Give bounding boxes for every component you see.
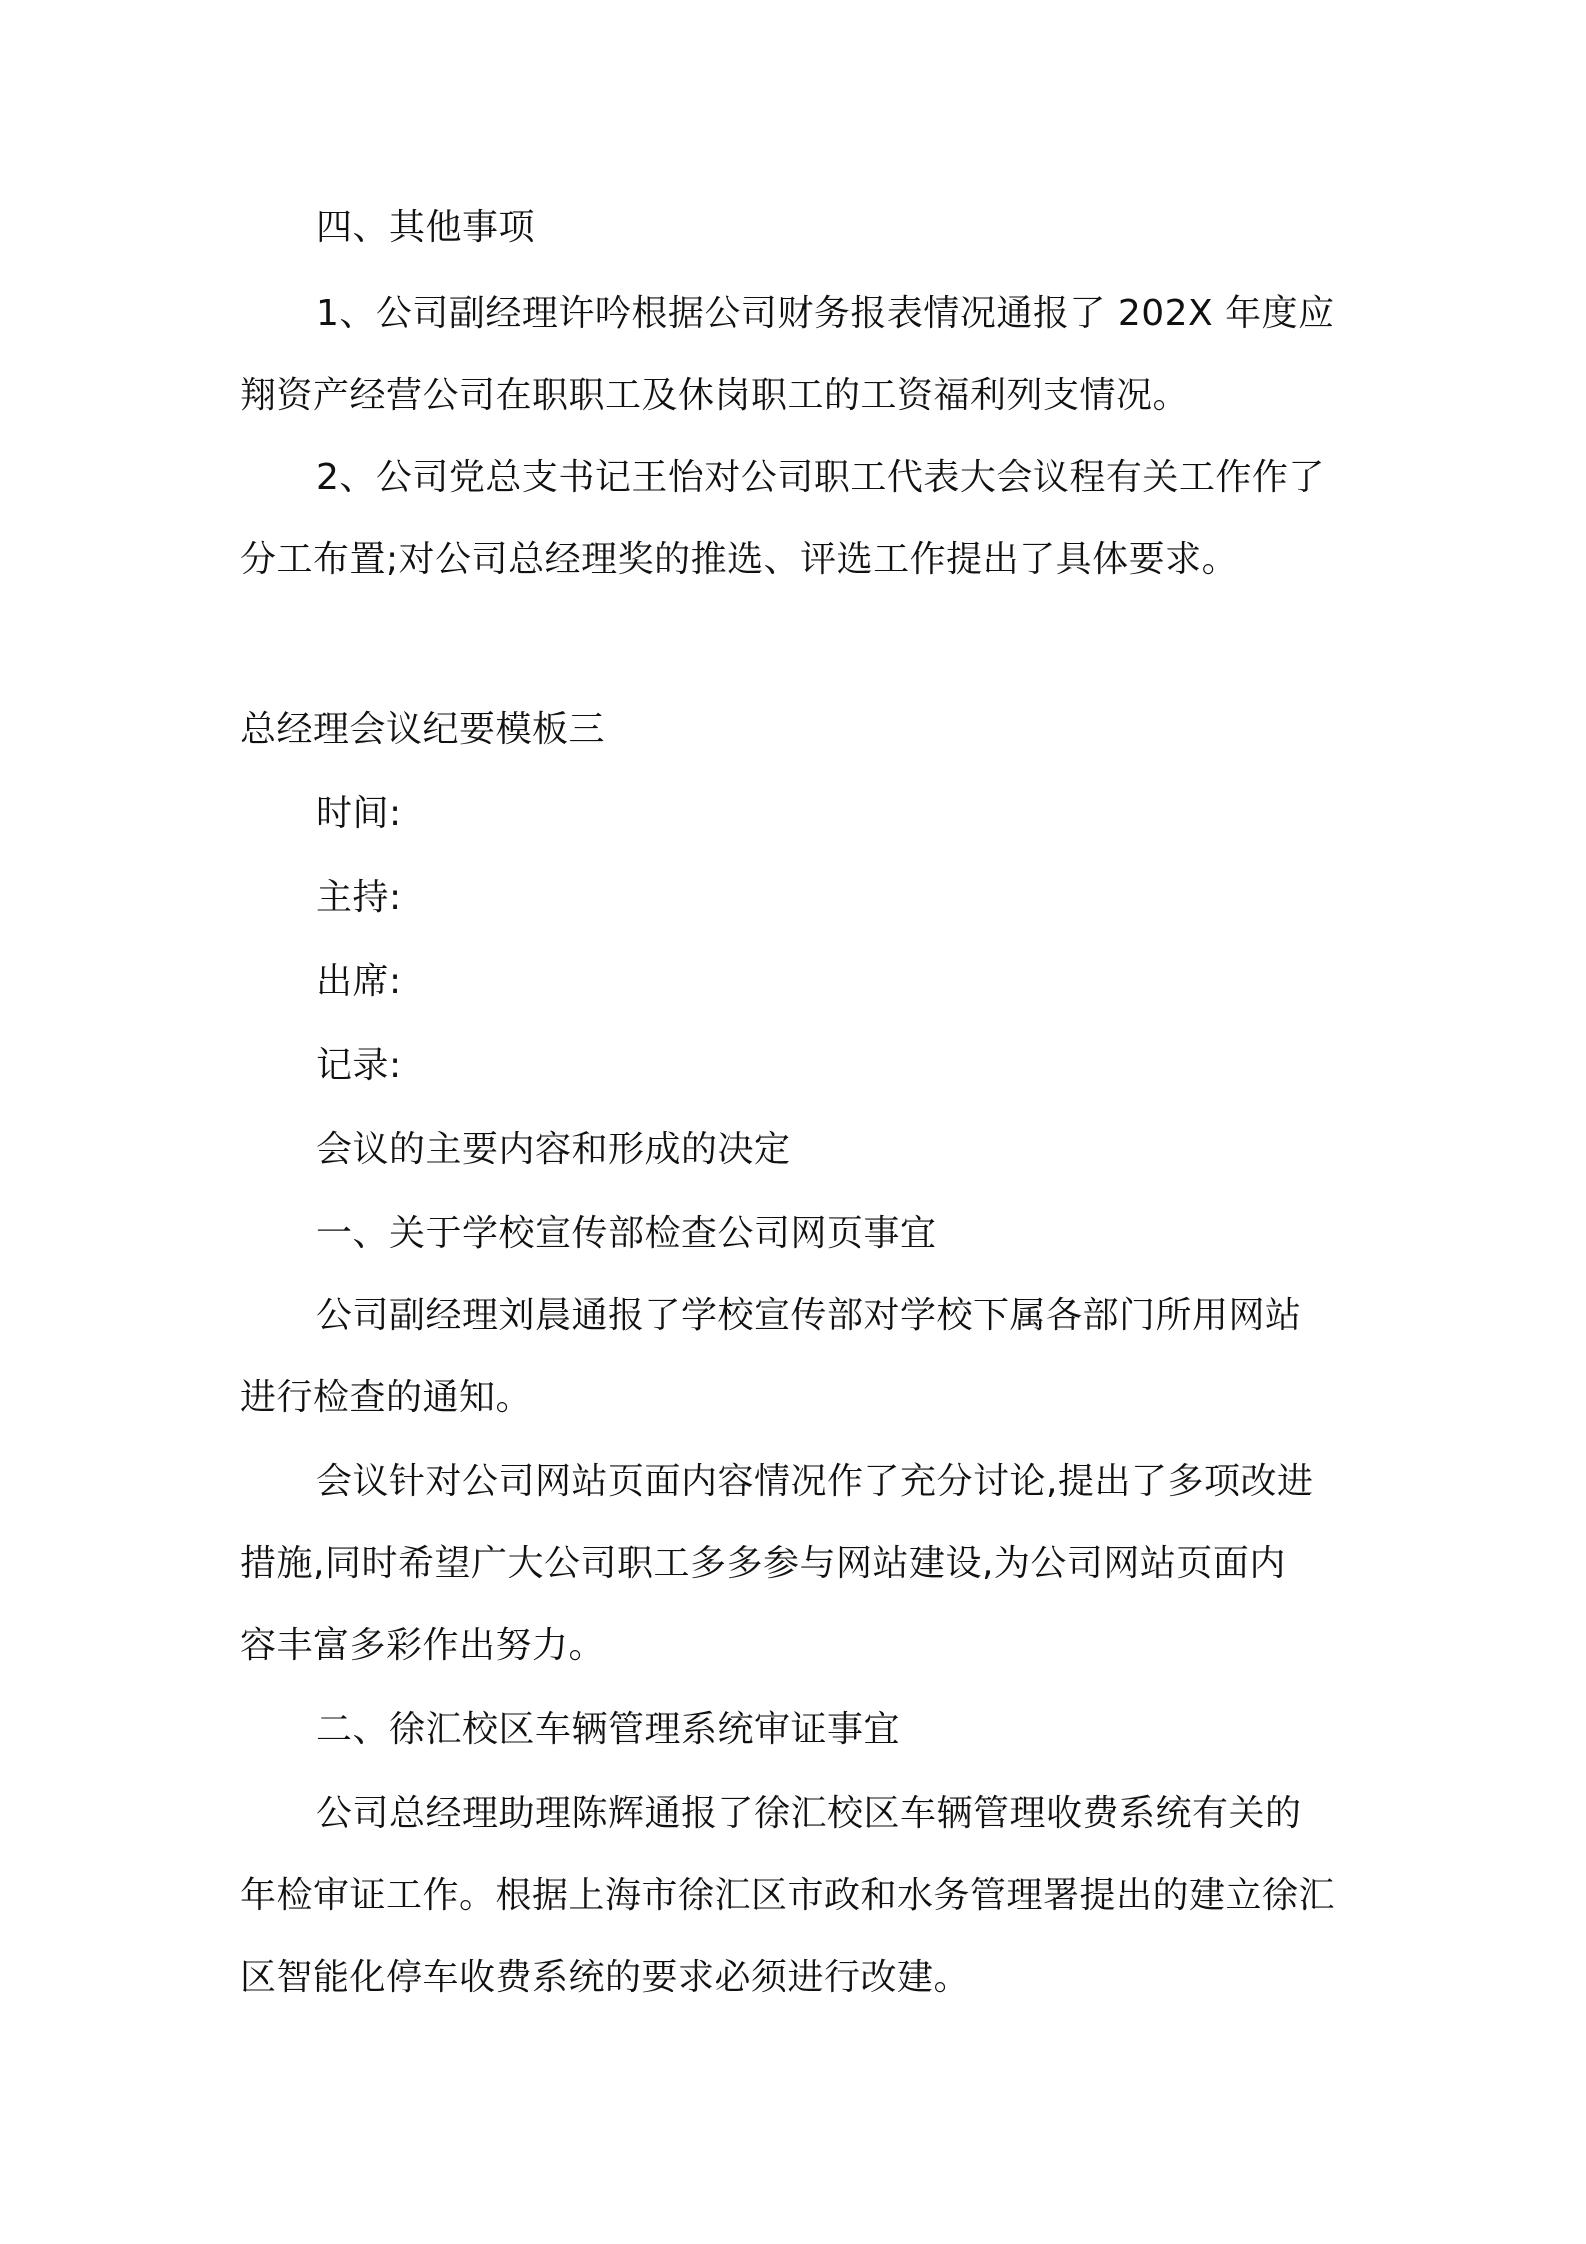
template-title: 总经理会议纪要模板三 bbox=[240, 709, 606, 750]
topic-1-p2-line-3: 容丰富多彩作出努力。 bbox=[240, 1625, 606, 1666]
topic-2-heading: 二、徐汇校区车辆管理系统审证事宜 bbox=[316, 1709, 901, 1750]
record-label: 记录: bbox=[316, 1045, 402, 1086]
topic-2-p1-line-1: 公司总经理助理陈辉通报了徐汇校区车辆管理收费系统有关的 bbox=[316, 1793, 1302, 1834]
attend-label: 出席: bbox=[316, 961, 402, 1002]
time-label: 时间: bbox=[316, 793, 402, 834]
topic-1-p2-line-2: 措施,同时希望广大公司职工多多参与网站建设,为公司网站页面内 bbox=[240, 1543, 1286, 1584]
topic-2-p1-line-2: 年检审证工作。根据上海市徐汇区市政和水务管理署提出的建立徐汇 bbox=[240, 1875, 1336, 1916]
main-content-heading: 会议的主要内容和形成的决定 bbox=[316, 1129, 791, 1170]
item-2-line-1: 2、公司党总支书记王怡对公司职工代表大会议程有关工作作了 bbox=[316, 457, 1325, 498]
host-label: 主持: bbox=[316, 877, 402, 918]
topic-1-heading: 一、关于学校宣传部检查公司网页事宜 bbox=[316, 1213, 937, 1254]
topic-1-p1-line-1: 公司副经理刘晨通报了学校宣传部对学校下属各部门所用网站 bbox=[316, 1295, 1302, 1336]
section-4-heading: 四、其他事项 bbox=[316, 207, 536, 248]
item-2-line-2: 分工布置;对公司总经理奖的推选、评选工作提出了具体要求。 bbox=[240, 539, 1239, 580]
item-1-line-1: 1、公司副经理许吟根据公司财务报表情况通报了 202X 年度应 bbox=[316, 293, 1335, 334]
topic-2-p1-line-3: 区智能化停车收费系统的要求必须进行改建。 bbox=[240, 1957, 971, 1998]
topic-1-p2-line-1: 会议针对公司网站页面内容情况作了充分讨论,提出了多项改进 bbox=[316, 1461, 1314, 1502]
topic-1-p1-line-2: 进行检查的通知。 bbox=[240, 1377, 533, 1418]
item-1-line-2: 翔资产经营公司在职职工及休岗职工的工资福利列支情况。 bbox=[240, 375, 1190, 416]
